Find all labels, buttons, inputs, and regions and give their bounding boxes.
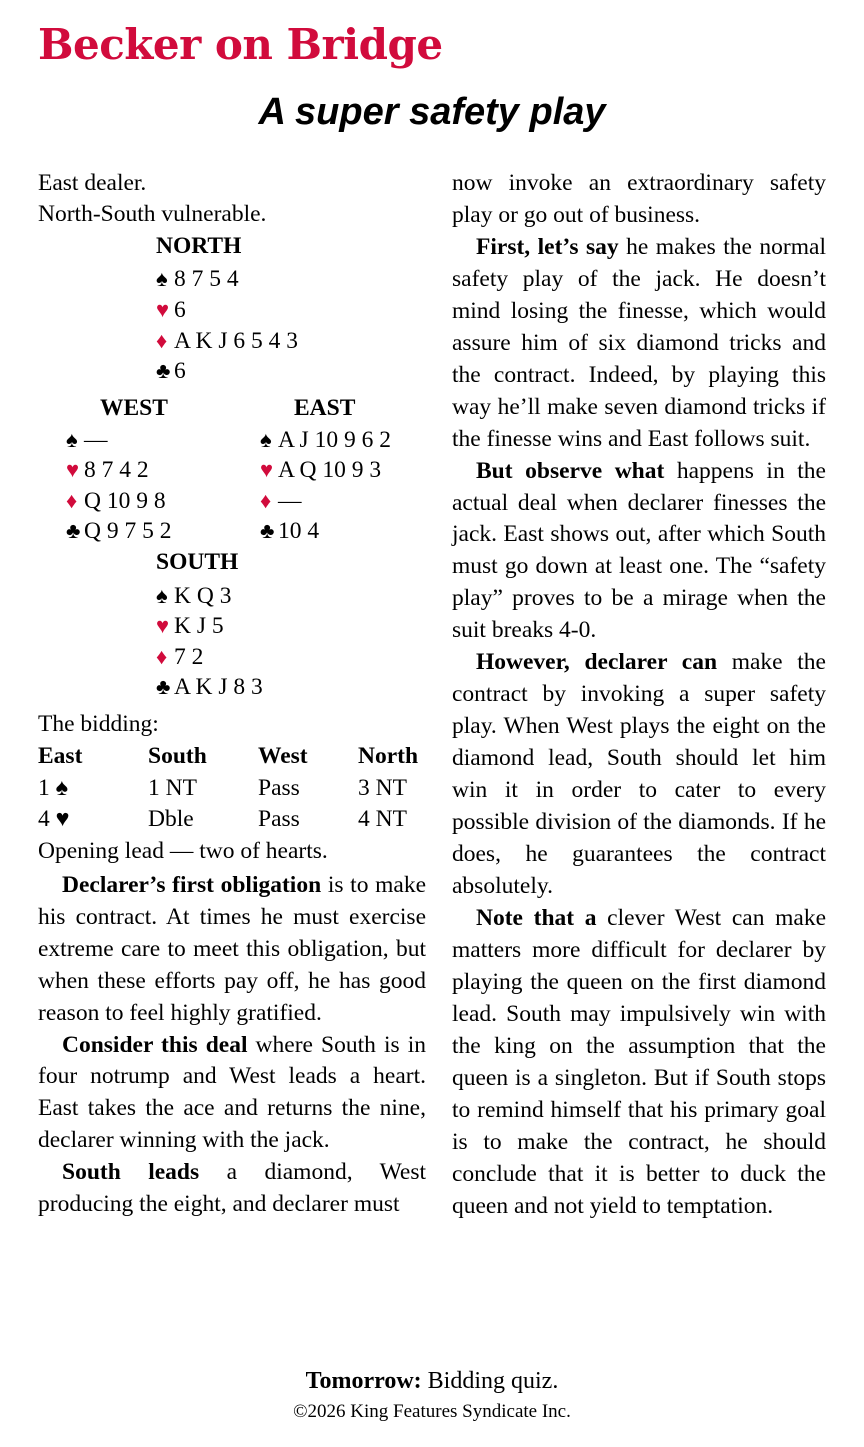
bridge-column-page [0, 20, 864, 1447]
south-spades-cards: K Q 3 [174, 582, 232, 609]
right-column [452, 168, 826, 1222]
right-paragraph-3 [452, 456, 826, 648]
east-label: EAST [294, 394, 356, 421]
north-diamonds [156, 326, 426, 357]
article-columns [38, 168, 826, 1222]
bid-cell: Pass [258, 806, 300, 833]
paragraph-text: now invoke an extraordinary safety play or go out of business. [452, 170, 826, 228]
club-icon: ♣ [260, 518, 275, 544]
west-hearts-cards: 8 7 4 2 [84, 457, 149, 484]
north-diamonds-cards: A K J 6 5 4 3 [174, 327, 299, 354]
north-hearts [156, 295, 426, 326]
bid-cell: 1 ♠ [38, 774, 69, 801]
bidding-header-south: South [148, 742, 207, 769]
south-hearts-cards: K J 5 [174, 613, 224, 640]
tomorrow-text: Bidding quiz. [421, 1368, 559, 1394]
copyright-line: ©2026 King Features Syndicate Inc. [293, 1401, 571, 1422]
spade-icon: ♠ [156, 266, 168, 292]
bid-cell: 1 NT [148, 774, 197, 801]
article-headline: A super safety play [258, 91, 606, 133]
club-icon: ♣ [66, 518, 81, 544]
east-hand [232, 393, 426, 547]
right-paragraph-5 [452, 903, 826, 1223]
paragraph-lead-in: Declarer’s first obligation [62, 871, 322, 898]
left-paragraph-3 [38, 1157, 426, 1221]
left-paragraph-1 [38, 870, 426, 1030]
south-clubs-cards: A K J 8 3 [174, 674, 263, 701]
bidding-header-west: West [258, 742, 308, 769]
bidding-header-row [38, 741, 426, 773]
north-clubs-cards: 6 [174, 358, 186, 385]
west-clubs-cards: Q 9 7 5 2 [84, 518, 172, 545]
diamond-icon: ♦ [260, 487, 272, 513]
west-label: WEST [100, 394, 168, 421]
left-column [38, 168, 426, 1222]
club-icon: ♣ [156, 674, 171, 700]
east-diamonds-cards: — [278, 487, 302, 514]
bid-cell: Dble [148, 806, 194, 833]
vulnerability-line: North-South vulnerable. [38, 201, 267, 228]
east-clubs-cards: 10 4 [278, 518, 320, 545]
diamond-icon: ♦ [156, 643, 168, 669]
paragraph-lead-in: First, let’s say [476, 233, 619, 260]
bidding-header-north: North [358, 742, 419, 769]
page-footer [0, 1368, 864, 1423]
south-diamonds [156, 642, 426, 673]
south-hearts [156, 611, 426, 642]
north-spades-cards: 8 7 5 4 [174, 266, 239, 293]
spade-icon: ♠ [156, 582, 168, 608]
paragraph-text: he makes the normal safety play of the jack. He doesn’t mind losing the finesse, which would assure him of six diamond tricks and the contract. Indeed, by playing this way he’ll make seven diamond tricks if the finesse wins and East follows suit. [452, 233, 826, 452]
south-diamonds-cards: 7 2 [174, 643, 204, 670]
heart-icon: ♥ [66, 457, 80, 483]
dealer-line: East dealer. [38, 170, 147, 196]
west-spades-cards: — [84, 426, 108, 453]
east-spades-cards: A J 10 9 6 2 [278, 426, 391, 453]
heart-icon: ♥ [156, 613, 170, 639]
right-paragraph-1 [452, 168, 826, 232]
paragraph-text: where South is in four notrump and West leads a heart. East takes the ace and returns the nine, declarer winning with the jack. [38, 1031, 426, 1154]
paragraph-text: happens in the actual deal when declarer finesses the jack. East shows out, after which South must go down at least one. The “safety play” proves to be a mirage when the suit breaks 4-0. [452, 457, 826, 644]
east-clubs [260, 516, 426, 547]
table-row [38, 804, 426, 835]
north-hand [38, 264, 426, 386]
bid-cell: 4 ♥ [38, 806, 70, 833]
east-spades [260, 425, 426, 456]
west-diamonds [66, 486, 232, 517]
bidding-title: The bidding: [38, 710, 159, 737]
paragraph-lead-in: But observe what [476, 457, 665, 484]
opening-lead-line: Opening lead — two of hearts. [38, 837, 328, 864]
paragraph-text: a diamond, West producing the eight, and declarer must [38, 1159, 426, 1218]
north-hearts-cards: 6 [174, 297, 186, 323]
bidding-table [38, 741, 426, 836]
west-east-row [38, 393, 426, 547]
east-hearts [260, 455, 426, 486]
left-paragraph-2 [38, 1030, 426, 1158]
west-diamonds-cards: Q 10 9 8 [84, 487, 166, 514]
diamond-icon: ♦ [156, 327, 168, 353]
west-hearts [66, 455, 232, 486]
paragraph-text: clever West can make matters more difficult for declarer by playing the queen on the first diamond lead. South may impulsively win with the king on the assumption that the queen is a singleton. But if South stops to remind himself that his primary goal is to make the contract, he should conclude that it is better to duck the queen and not yield to temptation. [452, 904, 826, 1219]
tomorrow-line [0, 1368, 864, 1395]
paragraph-lead-in: However, declarer can [476, 649, 718, 676]
bid-cell: 4 NT [358, 806, 407, 833]
south-label: SOUTH [156, 548, 239, 575]
west-hand [38, 393, 232, 547]
tomorrow-label: Tomorrow: [305, 1368, 422, 1394]
paragraph-lead-in: Note that a [476, 904, 597, 931]
north-label: NORTH [156, 232, 242, 259]
right-paragraph-2 [452, 232, 826, 456]
paragraph-lead-in: Consider this deal [62, 1031, 248, 1058]
spade-icon: ♠ [66, 426, 78, 452]
east-hearts-cards: A Q 10 9 3 [278, 457, 382, 484]
north-spades [156, 264, 426, 295]
paragraph-text: make the contract by invoking a super safety play. When West plays the eight on the diamond lead, South should let him win it in order to cater to every possible division of the diamonds. If he does, he guarantees the contract absolutely. [452, 649, 826, 899]
bid-cell: 3 NT [358, 774, 407, 801]
spade-icon: ♠ [260, 426, 272, 452]
west-clubs [66, 516, 232, 547]
north-clubs [156, 356, 426, 387]
club-icon: ♣ [156, 358, 171, 384]
paragraph-text: is to make his contract. At times he must exercise extreme care to meet this obligation, but when these efforts pay off, he has good reason to feel highly gratified. [38, 871, 427, 1026]
right-paragraph-4 [452, 647, 826, 903]
south-hand [38, 581, 426, 703]
bid-cell: Pass [258, 774, 300, 801]
masthead-title: Becker on Bridge [38, 20, 443, 69]
heart-icon: ♥ [260, 457, 274, 483]
table-row [38, 773, 426, 804]
west-spades [66, 425, 232, 456]
south-spades [156, 581, 426, 612]
paragraph-lead-in: South leads [62, 1159, 200, 1186]
diamond-icon: ♦ [66, 487, 78, 513]
south-clubs [156, 672, 426, 703]
bidding-header-east: East [38, 742, 83, 769]
east-diamonds [260, 486, 426, 517]
heart-icon: ♥ [156, 297, 170, 322]
